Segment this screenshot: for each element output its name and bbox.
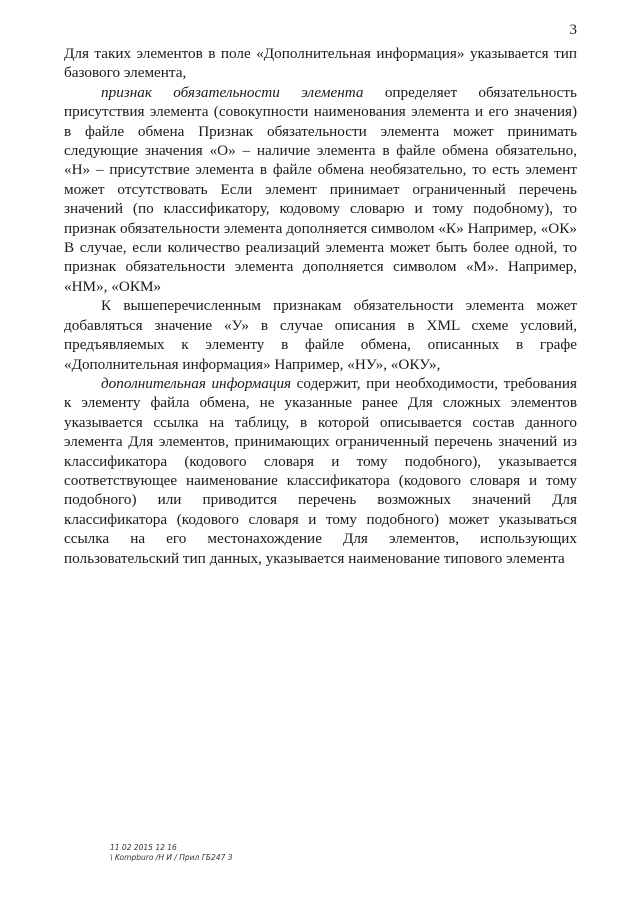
- footer-timestamp: 11 02 2015 12 16: [110, 843, 177, 852]
- page-number: 3: [569, 22, 577, 38]
- paragraph-1: [64, 44, 577, 83]
- paragraph-text: определяет обязательность присутствия элемента (совокупности наименования элемента и его значения) в файле обмена Признак обязательности элемента может принимать следующие значения «О» – наличие элемента в файле обмена обязательно, «Н» – присутствие элемента в файле обмена необязательно, то есть элемент может отсутствовать Если элемент принимает ограниченный перечень значений (по классификатору, кодовому словарю и тому подобному), то признак обязательности элемента дополняется символом «К» Например, «ОК» В случае, если количество реализаций элемента может быть более одной, то признак обязательности элемента дополняется символом «М». Например, «НМ», «ОКМ»: [64, 83, 577, 295]
- document-footer: [110, 843, 233, 863]
- paragraph-term: дополнительная информация: [101, 374, 292, 392]
- footer-file-path: \ Kompburo /Н И / Прил ГБ247 3: [110, 853, 233, 862]
- paragraph-text: К вышеперечисленным признакам обязательности элемента может добавляться значение «У» в случае описания в XML схеме условий, предъявляемых к элементу в файле обмена, описанных в графе «Дополнительная информация» Например, «НУ», «ОКУ»,: [64, 297, 577, 373]
- paragraph-text: Для таких элементов в поле «Дополнительная информация» указывается тип базового элемента,: [64, 45, 577, 82]
- paragraph-term: признак обязательности элемента: [101, 83, 364, 101]
- paragraph-4: [64, 374, 577, 568]
- paragraph-2: [64, 83, 577, 296]
- document-body: [64, 44, 577, 568]
- paragraph-3: [64, 296, 577, 374]
- paragraph-text: содержит, при необходимости, требования к элементу файла обмена, не указанные ранее Для сложных элементов указывается ссылка на таблицу, в которой описывается состав данного элемента Для элементов, принимающих ограниченный перечень значений из классификатора (кодового словаря и тому подобного), указывается соответствующее наименование классификатора (кодового словаря и тому подобного) или приводится перечень возможных значений Для классификатора (кодового словаря и тому подобного) может указываться ссылка на его местонахождение Для элементов, использующих пользовательский тип данных, указывается наименование типового элемента: [64, 374, 577, 567]
